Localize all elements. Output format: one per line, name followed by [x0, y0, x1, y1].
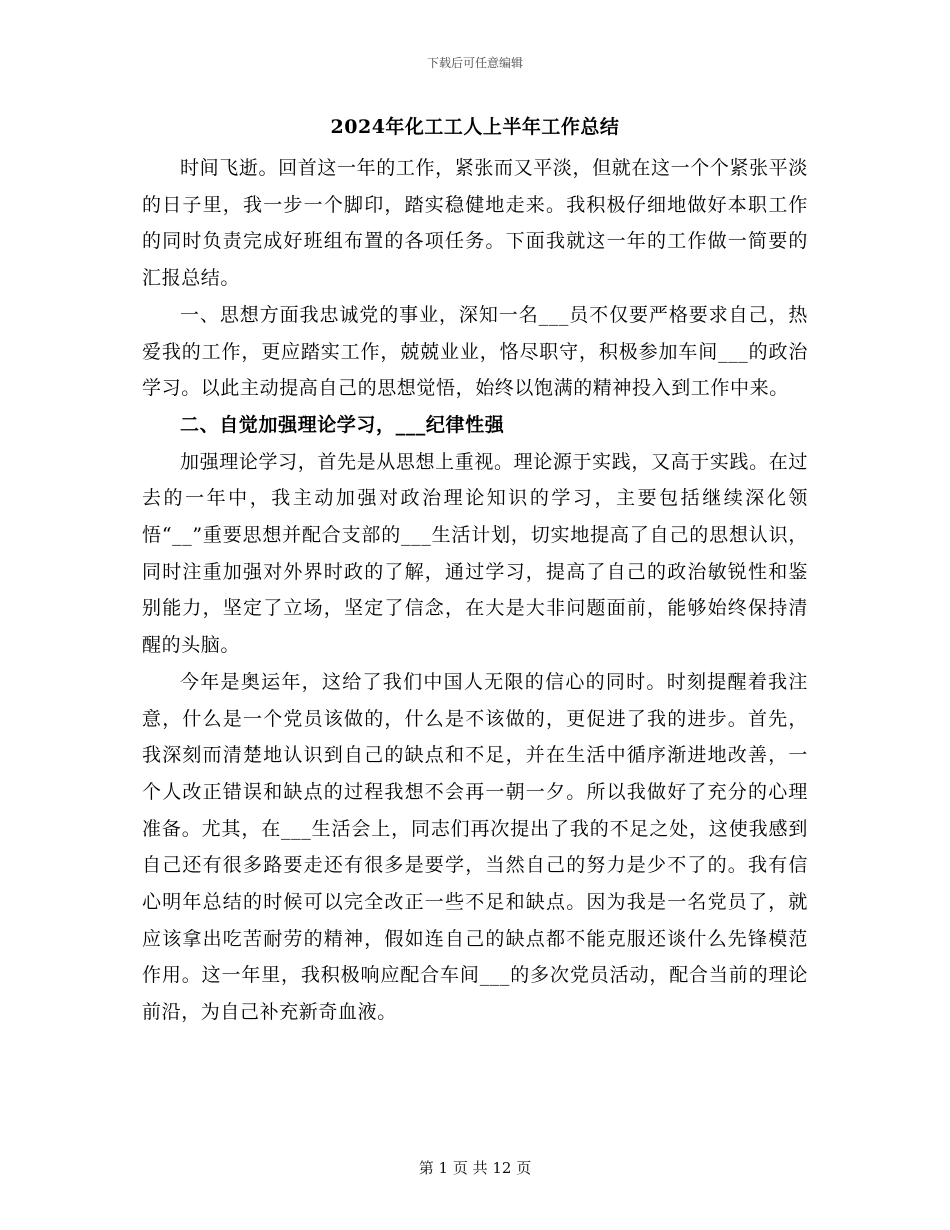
paragraph-olympics: 今年是奥运年，这给了我们中国人无限的信心的同时。时刻提醒着我注意，什么是一个党员该做的，什么是不该做的，更促进了我的进步。首先，我深刻而清楚地认识到自己的缺点和不足，并在生活中循序渐进地改善，一个人改正错误和缺点的过程我想不会再一朝一夕。所以我做好了充分的心理准备。尤其，在___生活会上，同志们再次提出了我的不足之处，这使我感到自己还有很多路要走还有很多是要学，当然自己的努力是少不了的。我有信心明年总结的时候可以完全改正一些不足和缺点。因为我是一名党员了，就应该拿出吃苦耐劳的精神，假如连自己的缺点都不能克服还谈什么先锋模范作用。这一年里，我积极响应配合车间___的多次党员活动，配合当前的理论前沿，为自己补充新奇血液。: [142, 670, 808, 1024]
header-note: 下载后可任意编辑: [426, 56, 523, 70]
document-title: 2024年化工工人上半年工作总结: [330, 116, 620, 138]
page-footer: 第 1 页 共 12 页: [418, 1159, 532, 1177]
paragraph-theory: 加强理论学习，首先是从思想上重视。理论源于实践，又高于实践。在过去的一年中，我主动加强对政治理论知识的学习，主要包括继续深化领悟“__”重要思想并配合支部的___生活计划，切实地提高了自己的思想认识，同时注重加强对外界时政的了解，通过学习，提高了自己的政治敏锐性和鉴别能力，坚定了立场，坚定了信念，在大是大非问题面前，能够始终保持清醒的头脑。: [142, 450, 808, 657]
paragraph-ideology: 一、思想方面我忠诚党的事业，深知一名___员不仅要严格要求自己，热爱我的工作，更应踏实工作，兢兢业业，恪尽职守，积极参加车间___的政治学习。以此主动提高自己的思想觉悟，始终以饱满的精神投入到工作中来。: [142, 303, 808, 400]
section-heading-theory: 二、自觉加强理论学习，___纪律性强: [180, 413, 505, 436]
paragraph-intro: 时间飞逝。回首这一年的工作，紧张而又平淡，但就在这一个个紧张平淡的日子里，我一步一个脚印，踏实稳健地走来。我积极仔细地做好本职工作的同时负责完成好班组布置的各项任务。下面我就这一年的工作做一简要的汇报总结。: [142, 157, 808, 290]
document-body: [142, 150, 808, 1031]
